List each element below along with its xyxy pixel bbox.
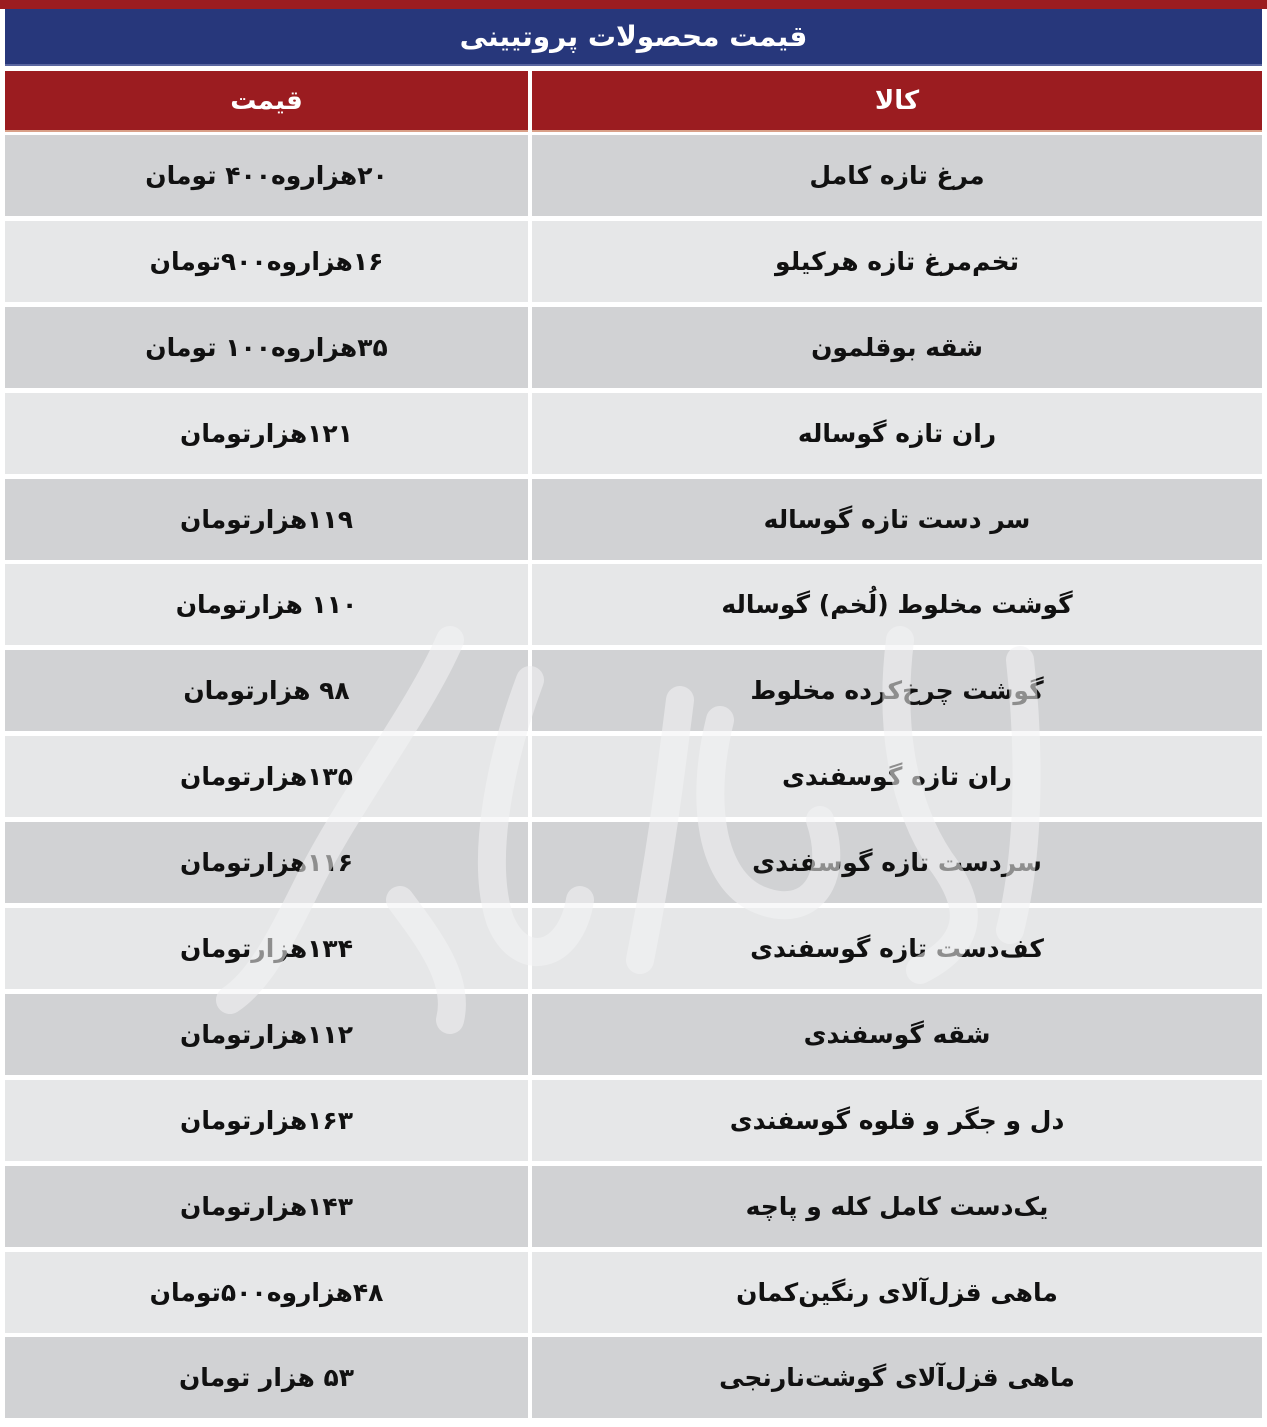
table-row: [5, 736, 1262, 817]
item-cell: سر دست تازه گوساله: [532, 479, 1262, 560]
column-divider: [528, 307, 532, 388]
item-cell: مرغ تازه کامل: [532, 135, 1262, 216]
column-divider: [528, 135, 532, 216]
item-cell: یک‌دست کامل کله و پاچه: [532, 1166, 1262, 1247]
column-divider: [528, 822, 532, 903]
column-divider: [528, 393, 532, 474]
table-row: [5, 1337, 1262, 1418]
table-row: [5, 221, 1262, 302]
item-cell: دل و جگر و قلوه گوسفندی: [532, 1080, 1262, 1161]
table-row: [5, 307, 1262, 388]
column-divider: [528, 221, 532, 302]
table-row: [5, 908, 1262, 989]
price-cell: ۲۰هزاروه۴۰۰ تومان: [5, 135, 528, 216]
column-header-item-label: کالا: [874, 85, 920, 116]
table-row: [5, 1166, 1262, 1247]
price-cell: ۱۱۹هزارتومان: [5, 479, 528, 560]
column-divider: [528, 1166, 532, 1247]
column-divider: [528, 908, 532, 989]
table-row: [5, 479, 1262, 560]
item-cell: شقه بوقلمون: [532, 307, 1262, 388]
price-cell: ۱۶هزاروه۹۰۰تومان: [5, 221, 528, 302]
table-row: [5, 1080, 1262, 1161]
table-row: [5, 1252, 1262, 1333]
column-divider: [528, 564, 532, 645]
table-body: [5, 135, 1262, 1423]
column-divider: [528, 1337, 532, 1418]
column-divider: [528, 994, 532, 1075]
column-divider: [528, 650, 532, 731]
price-cell: ۱۱۲هزارتومان: [5, 994, 528, 1075]
price-cell: ۱۶۳هزارتومان: [5, 1080, 528, 1161]
item-cell: سردست تازه گوسفندی: [532, 822, 1262, 903]
table-row: [5, 650, 1262, 731]
table-row: [5, 393, 1262, 474]
column-divider: [528, 479, 532, 560]
page-title: قیمت محصولات پروتیینی: [459, 20, 808, 53]
column-header-item: [532, 71, 1262, 132]
column-divider: [528, 736, 532, 817]
table-row: [5, 994, 1262, 1075]
price-cell: ۳۵هزاروه۱۰۰ تومان: [5, 307, 528, 388]
price-cell: ۴۸هزاروه۵۰۰تومان: [5, 1252, 528, 1333]
table-title-bar: [5, 9, 1262, 66]
table-row: [5, 564, 1262, 645]
table-header-row: [5, 71, 1262, 132]
item-cell: گوشت چرخ‌کرده مخلوط: [532, 650, 1262, 731]
price-cell: ۵۳ هزار تومان: [5, 1337, 528, 1418]
item-cell: ران تازه گوسفندی: [532, 736, 1262, 817]
price-cell: ۱۲۱هزارتومان: [5, 393, 528, 474]
item-cell: گوشت مخلوط (لُخم) گوساله: [532, 564, 1262, 645]
item-cell: ماهی قزل‌آلای گوشت‌نارنجی: [532, 1337, 1262, 1418]
column-header-price: [5, 71, 528, 132]
item-cell: ماهی قزل‌آلای رنگین‌کمان: [532, 1252, 1262, 1333]
column-divider: [528, 1080, 532, 1161]
price-cell: ۱۳۵هزارتومان: [5, 736, 528, 817]
item-cell: کف‌دست تازه گوسفندی: [532, 908, 1262, 989]
price-cell: ۱۱۰ هزارتومان: [5, 564, 528, 645]
top-accent-strip: [0, 0, 1267, 9]
item-cell: شقه گوسفندی: [532, 994, 1262, 1075]
table-row: [5, 135, 1262, 216]
item-cell: ران تازه گوساله: [532, 393, 1262, 474]
price-cell: ۱۱۶هزارتومان: [5, 822, 528, 903]
column-header-price-label: قیمت: [230, 85, 303, 116]
table-row: [5, 822, 1262, 903]
column-divider: [528, 1252, 532, 1333]
column-divider: [528, 71, 532, 132]
price-cell: ۱۳۴هزارتومان: [5, 908, 528, 989]
price-cell: ۹۸ هزارتومان: [5, 650, 528, 731]
item-cell: تخم‌مرغ تازه هرکیلو: [532, 221, 1262, 302]
price-cell: ۱۴۳هزارتومان: [5, 1166, 528, 1247]
